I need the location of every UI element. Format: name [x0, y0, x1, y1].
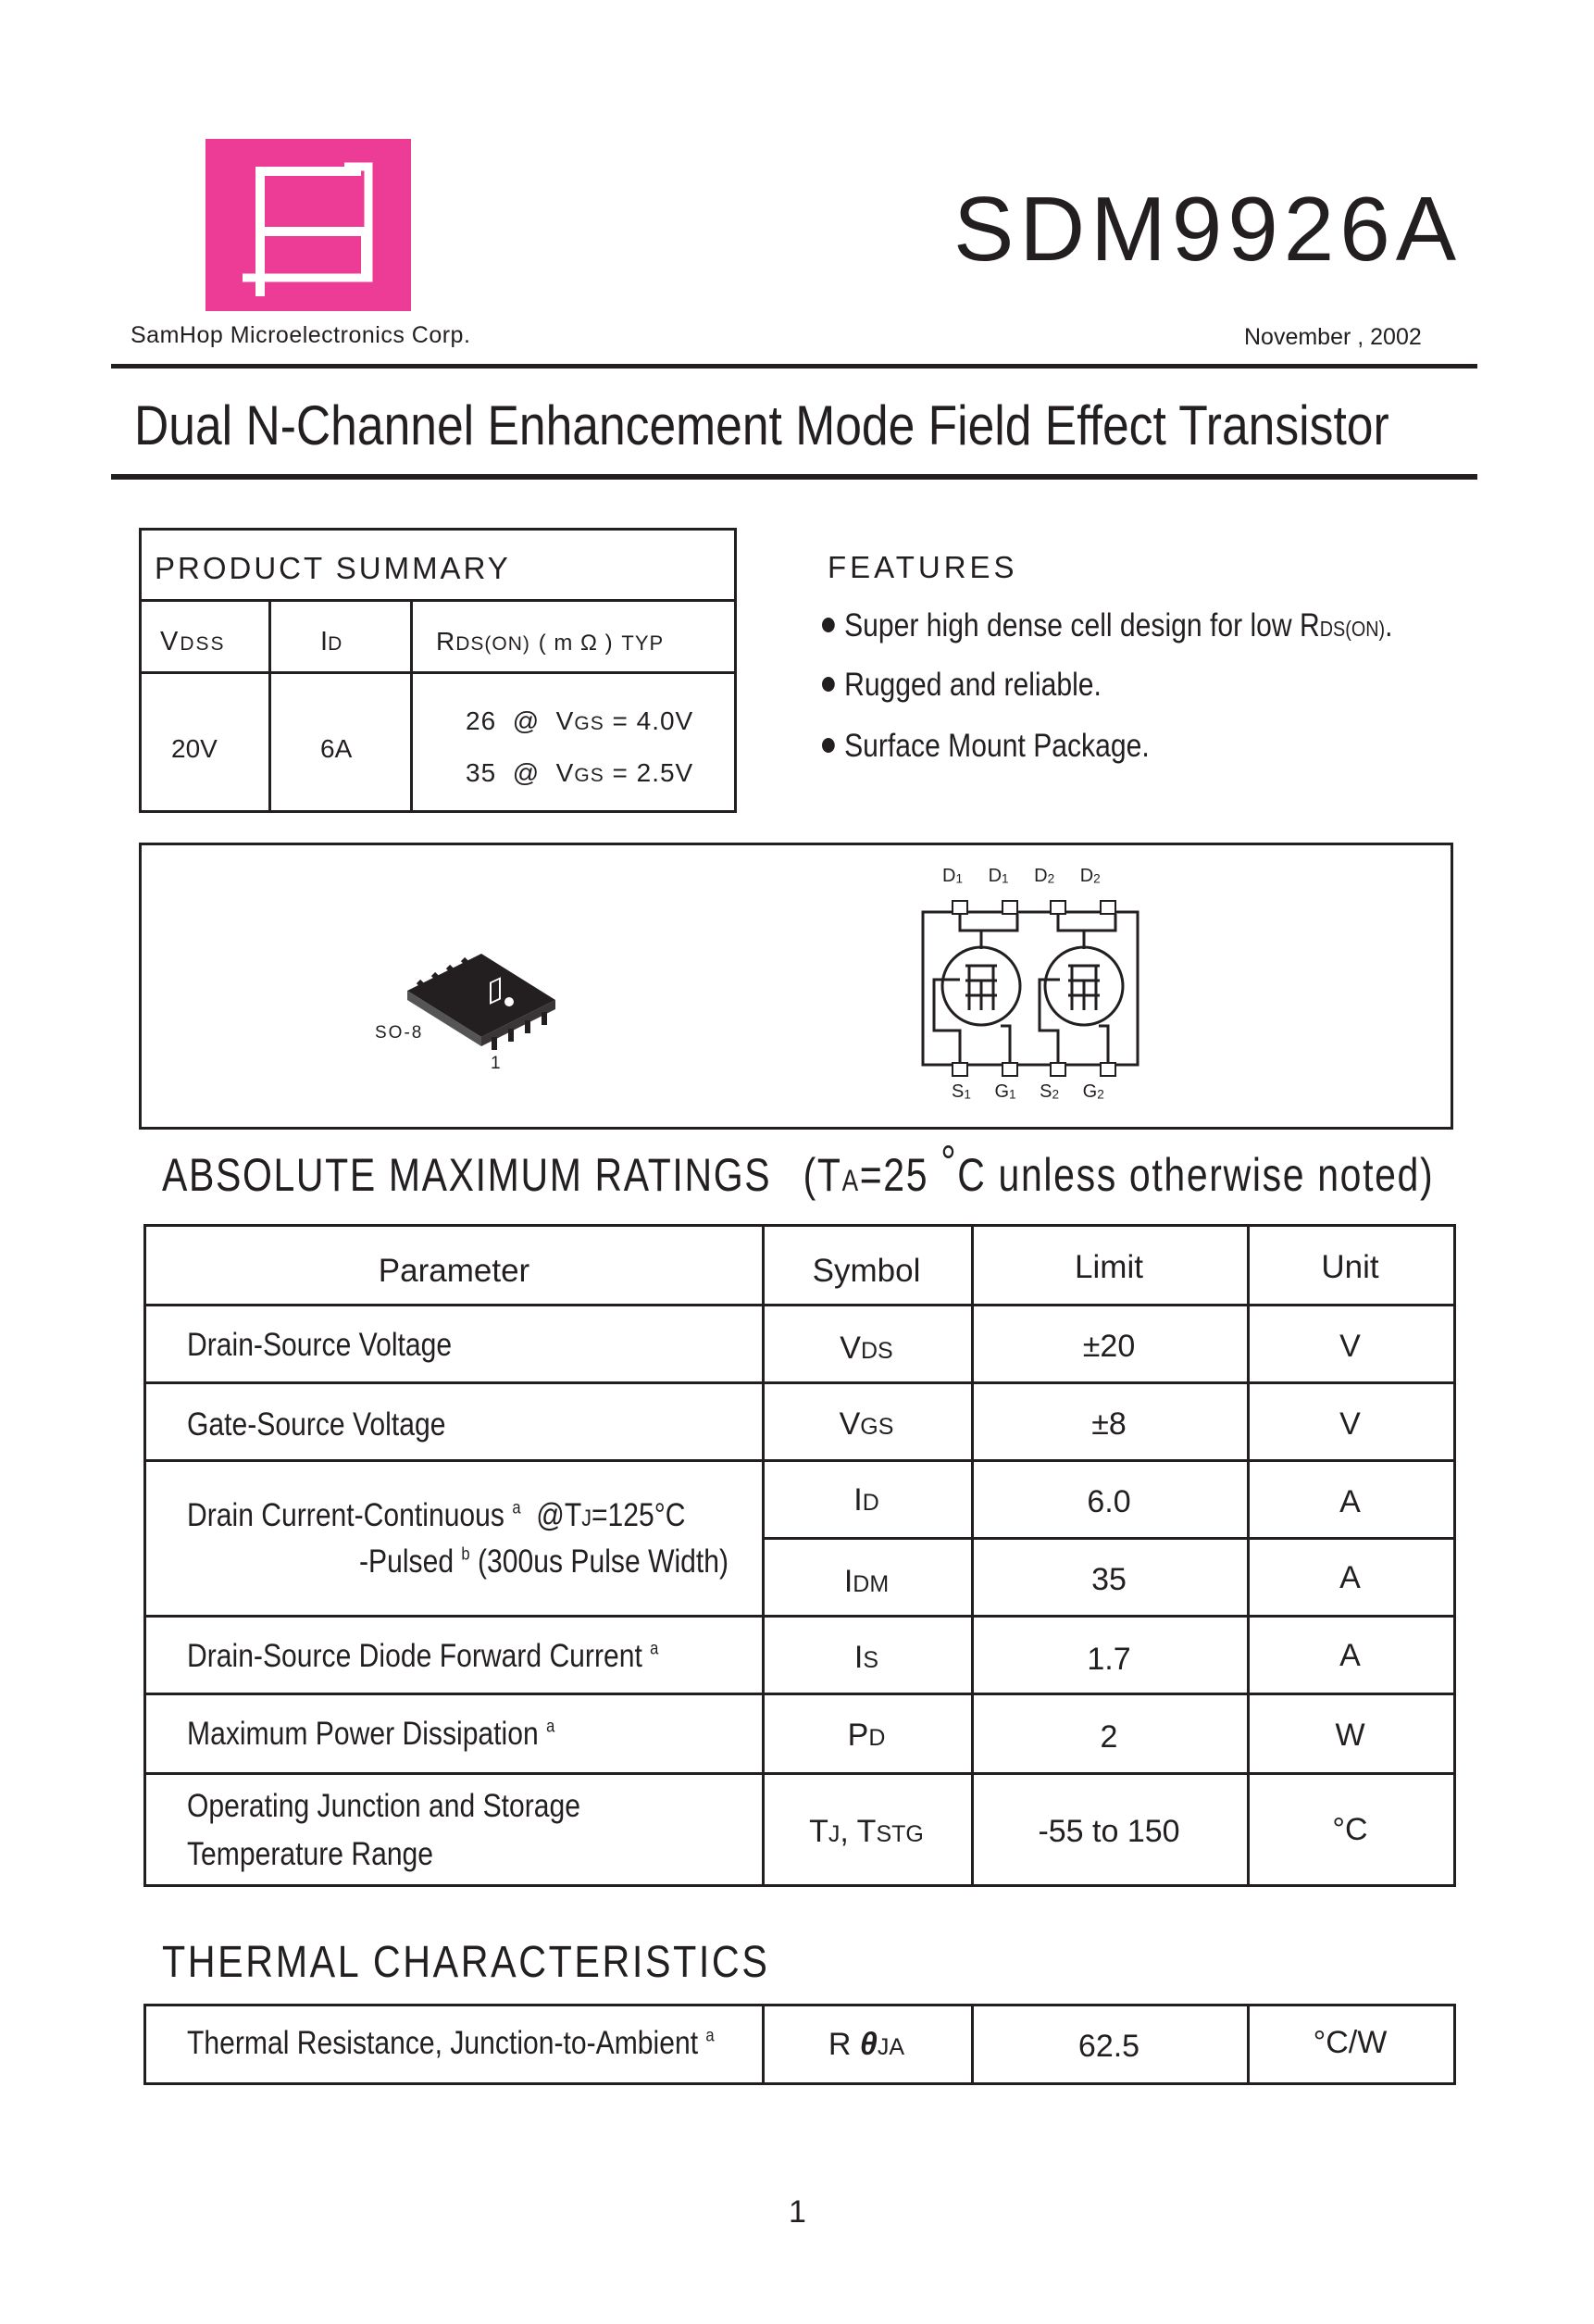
- symbol-rthja: R θJA: [828, 2027, 905, 2062]
- param-tj-line1: Operating Junction and Storage: [187, 1788, 581, 1824]
- col-rds: RDS(ON) ( m Ω ) TYP: [436, 627, 665, 656]
- thermal-heading: THERMAL CHARACTERISTICS: [162, 1938, 770, 1987]
- symbol-vgs: VGS: [839, 1406, 894, 1442]
- unit-is: A: [1339, 1638, 1361, 1673]
- pin-one-label: 1: [491, 1054, 501, 1073]
- unit-rthja: °C/W: [1313, 2025, 1388, 2060]
- feature-item: Super high dense cell design for low RDS(ON).: [822, 607, 1392, 644]
- company-name: SamHop Microelectronics Corp.: [131, 322, 471, 348]
- id-value: 6A: [320, 734, 353, 763]
- param-tj-line2: Temperature Range: [187, 1836, 434, 1872]
- abs-max-heading: ABSOLUTE MAXIMUM RATINGS (TA=25 °C unless otherwise noted): [162, 1136, 1435, 1201]
- param-vgs: Gate-Source Voltage: [187, 1406, 446, 1443]
- limit-idm: 35: [1091, 1562, 1127, 1597]
- product-summary-table: [139, 528, 737, 813]
- limit-id: 6.0: [1087, 1484, 1131, 1519]
- col-parameter: Parameter: [378, 1253, 530, 1289]
- bullet-icon: [822, 738, 835, 753]
- unit-idm: A: [1339, 1560, 1361, 1595]
- limit-pd: 2: [1100, 1719, 1118, 1755]
- col-limit: Limit: [1075, 1249, 1143, 1285]
- symbol-id: ID: [853, 1482, 879, 1518]
- features-heading: FEATURES: [828, 550, 1018, 584]
- bullet-icon: [822, 677, 835, 692]
- pin-label-bottom: $S_1$ $G_1$ $S_2$ $G_2$: [952, 1081, 1104, 1102]
- abs-max-table: [143, 1224, 1456, 1887]
- pinout-schematic: [912, 866, 1152, 1116]
- package-diagram-box: [139, 843, 1453, 1130]
- limit-vds: ±20: [1082, 1329, 1136, 1364]
- release-date: November , 2002: [1244, 324, 1422, 350]
- col-unit: Unit: [1321, 1249, 1379, 1285]
- col-vdss: VDSS: [160, 627, 226, 656]
- thermal-table: [143, 2004, 1456, 2085]
- rds-value-2: 35 @ VGS = 2.5V: [466, 758, 694, 787]
- pin-label-top: $D_1$ $D_1$ $D_2$ $D_2$: [942, 866, 1101, 886]
- samhop-logo: [205, 139, 411, 311]
- rds-value-1: 26 @ VGS = 4.0V: [466, 706, 694, 735]
- unit-tj: °C: [1332, 1812, 1368, 1847]
- limit-tj: -55 to 150: [1038, 1814, 1180, 1849]
- bullet-icon: [822, 618, 835, 632]
- unit-vgs: V: [1339, 1406, 1361, 1442]
- limit-is: 1.7: [1087, 1642, 1131, 1677]
- title-rule: [111, 474, 1477, 480]
- param-rthja: Thermal Resistance, Junction-to-Ambient $^a$: [187, 2025, 715, 2061]
- unit-vds: V: [1339, 1329, 1361, 1364]
- feature-item: Rugged and reliable.: [822, 667, 1102, 704]
- symbol-pd: PD: [847, 1718, 886, 1753]
- limit-vgs: ±8: [1091, 1406, 1127, 1442]
- symbol-vds: VDS: [840, 1331, 893, 1366]
- feature-item: Surface Mount Package.: [822, 728, 1150, 765]
- vdss-value: 20V: [171, 734, 218, 763]
- limit-rthja: 62.5: [1077, 2029, 1140, 2064]
- header-rule: [111, 364, 1477, 369]
- symbol-idm: IDM: [843, 1564, 890, 1599]
- part-number: SDM9926A: [953, 178, 1463, 280]
- param-vds: Drain-Source Voltage: [187, 1327, 453, 1363]
- symbol-tj: TJ, TSTG: [809, 1814, 924, 1849]
- param-pd: Maximum Power Dissipation $^a$: [187, 1716, 555, 1752]
- page-number: 1: [789, 2194, 806, 2230]
- page-title: Dual N-Channel Enhancement Mode Field Effect Transistor: [134, 394, 1389, 456]
- package-label: SO-8: [375, 1023, 424, 1043]
- product-summary-heading: PRODUCT SUMMARY: [155, 551, 511, 585]
- symbol-is: IS: [853, 1640, 879, 1675]
- param-id-pulsed: -Pulsed $^b$ (300us Pulse Width): [359, 1543, 729, 1580]
- unit-id: A: [1339, 1484, 1361, 1519]
- col-id: ID: [320, 627, 342, 656]
- param-id-continuous: Drain Current-Continuous $^a$ @TJ=125°C: [187, 1497, 686, 1533]
- unit-pd: W: [1335, 1718, 1365, 1753]
- param-is: Drain-Source Diode Forward Current $^a$: [187, 1638, 659, 1674]
- col-symbol: Symbol: [812, 1253, 921, 1289]
